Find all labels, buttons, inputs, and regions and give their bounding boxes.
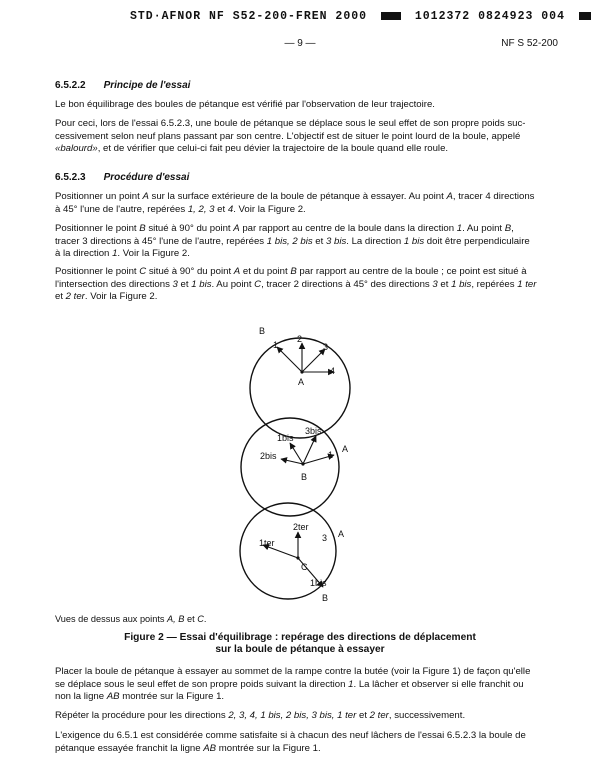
text: Positionner le point (55, 223, 140, 234)
text: . La lâcher et observer si elle franchit ou (353, 678, 524, 690)
text: sur la surface extérieure de la boule de pétanque à essayer. Au point (148, 191, 447, 202)
label-a: A (342, 444, 349, 454)
text: 3 bis (325, 235, 347, 247)
text: 1 bis (403, 235, 425, 247)
document-reference: NF S 52-200 (501, 38, 558, 49)
term: «balourd» (55, 143, 98, 155)
text: 1 ter (517, 278, 537, 290)
text: Le bon équilibrage des boules de pétanque est vérifié par l'observation de leur trajectoire. (55, 99, 435, 110)
text: par rapport au centre de la boule ; ce point est situé à (296, 266, 527, 277)
text: 3 (432, 278, 438, 290)
paragraph (55, 730, 555, 755)
text: Pour ceci, lors de l'essai 6.5.2.3, une boule de pétanque se déplace sous le seul effet de son propre poids suc- (55, 118, 526, 129)
text: et (437, 278, 452, 290)
text: . (203, 614, 207, 624)
label-2bis: 2bis (260, 451, 277, 461)
text: C (197, 614, 204, 624)
text: C (254, 278, 262, 290)
text: à la direction (55, 248, 113, 260)
text: , repérées (471, 278, 518, 290)
figure-caption (0, 632, 600, 656)
text: 2 ter (369, 710, 389, 721)
paragraph (55, 710, 555, 723)
standard-code: STD·AFNOR NF S52-200-FREN 2000 (130, 10, 368, 23)
label-1bis: 1bis (310, 578, 327, 588)
text: cessivement selon neuf plans passant par son centre. L'objectif est de situer le point lourd de la boule, appelé (55, 130, 521, 142)
ball-view-point-b (241, 418, 348, 516)
text: , successivement. (388, 710, 466, 721)
section-title: Principe de l'essai (103, 80, 191, 91)
label-2: 2 (297, 334, 303, 344)
label-3bis: 3bis (305, 426, 322, 436)
label-1bis: 1bis (277, 433, 294, 443)
text: et du point (240, 266, 291, 277)
label-a: A (298, 377, 305, 387)
label-1: 1 (328, 450, 334, 460)
point-a-dot (300, 370, 303, 373)
text: montrée sur la Figure 1. (216, 742, 321, 754)
point-c-dot (296, 556, 299, 559)
text: . Au point (211, 278, 255, 290)
text: . Voir la Figure 2. (84, 291, 158, 303)
figure-view-note (55, 614, 206, 624)
text: , (511, 223, 514, 234)
text: et (214, 203, 228, 215)
text: , tracer 2 directions à 45° des directions (261, 278, 433, 290)
text: . Voir la Figure 2. (233, 203, 306, 215)
text: 1 bis (451, 278, 472, 290)
text: 1 (112, 248, 118, 260)
ball-outline (250, 338, 350, 438)
text: . Voir la Figure 2. (117, 248, 190, 260)
direction-3bis-arrow (303, 436, 316, 464)
text: et (55, 291, 66, 303)
text: L'exigence du 6.5.1 est considérée comme satisfaite si à chacun des neuf lâchers de l'essai 6.5.2.3 la boule de (55, 730, 526, 741)
text: A (142, 191, 149, 202)
label-a: A (338, 529, 345, 539)
paragraph (55, 666, 555, 704)
text: 1 (348, 678, 354, 690)
text: 1 bis, 2 bis (266, 235, 313, 247)
text: , tracer 4 directions (452, 191, 535, 202)
text: , et de vérifier que celui-ci fait peu dévier la trajectoire de la boule quand elle roule. (97, 143, 449, 155)
point-b-dot (301, 462, 304, 465)
text: tracer 3 directions à 45° l'une de l'autre, repérées (55, 235, 267, 247)
text: montrée sur la Figure 1. (119, 691, 225, 703)
text: A (446, 191, 453, 202)
text: A (233, 223, 240, 234)
section-number: 6.5.2.3 (55, 172, 86, 183)
text: 2 ter (65, 291, 85, 303)
text: B (290, 266, 297, 277)
ball-view-point-c (240, 503, 344, 603)
text: . La direction (346, 235, 404, 247)
text: non la ligne (55, 691, 107, 703)
text: Répéter la procédure pour les directions (55, 710, 229, 721)
direction-3-arrow (302, 349, 325, 372)
label-2ter: 2ter (293, 522, 309, 532)
caption-line: Figure 2 — Essai d'équilibrage : repérage des directions de déplacement (124, 632, 476, 643)
label-b: B (259, 326, 266, 336)
text: et (312, 235, 326, 247)
label-b: B (301, 472, 308, 482)
text: Positionner le point (55, 266, 140, 277)
text: A, B (167, 614, 185, 624)
barcode-number: 1012372 0824923 004 (414, 10, 565, 23)
text: 4 (227, 203, 234, 215)
label-c: C (301, 562, 308, 572)
label-3: 3 (323, 342, 329, 352)
section-title: Procédure d'essai (103, 172, 190, 183)
direction-2bis-arrow (281, 459, 303, 464)
text: à 45° l'une de l'autre, repérées (55, 203, 188, 215)
label-3: 3 (322, 533, 328, 543)
text: AB (106, 691, 120, 703)
text: situé à 90° du point (146, 266, 234, 277)
label-1ter: 1ter (259, 538, 275, 548)
text: B (139, 223, 146, 234)
caption-line: sur la boule de pétanque à essayer (215, 644, 385, 655)
text: B (504, 223, 512, 234)
text: . Au point (462, 223, 505, 234)
text: Positionner un point (55, 191, 143, 202)
text: situé à 90° du point (145, 223, 234, 234)
text: Placer la boule de pétanque à essayer au sommet de la rampe contre la butée (voir la Figure 1) de façon qu'elle (55, 666, 531, 677)
text: A (233, 266, 241, 277)
text: et (177, 278, 192, 290)
text: et (184, 614, 198, 624)
text: 1, 2, 3 (187, 203, 215, 215)
text: pétanque essayée franchit la ligne (55, 742, 204, 754)
label-4: 4 (330, 366, 336, 376)
text: AB (203, 742, 217, 754)
text: par rapport au centre de la boule dans la direction (239, 223, 457, 234)
label-b: B (322, 593, 329, 603)
direction-1bis-arrow (290, 443, 303, 464)
text: l'intersection des directions (55, 278, 173, 290)
section-number: 6.5.2.2 (55, 80, 86, 91)
text: se déplace sous le seul effet de son propre poids suivant la direction (55, 678, 349, 690)
text: 1 bis (191, 278, 212, 290)
label-1: 1 (273, 340, 279, 350)
page-number: — 9 — (284, 38, 316, 49)
text: C (139, 266, 147, 277)
text: doit être perpendiculaire (424, 235, 530, 247)
ball-view-point-a (250, 326, 350, 438)
text: Vues de dessus aux points (55, 614, 168, 624)
direction-1-arrow (277, 347, 302, 372)
text: 1 (456, 223, 463, 234)
text: 2, 3, 4, 1 bis, 2 bis, 3 bis, 1 ter (228, 710, 357, 721)
text: et (356, 710, 370, 721)
text: 3 (172, 278, 178, 290)
